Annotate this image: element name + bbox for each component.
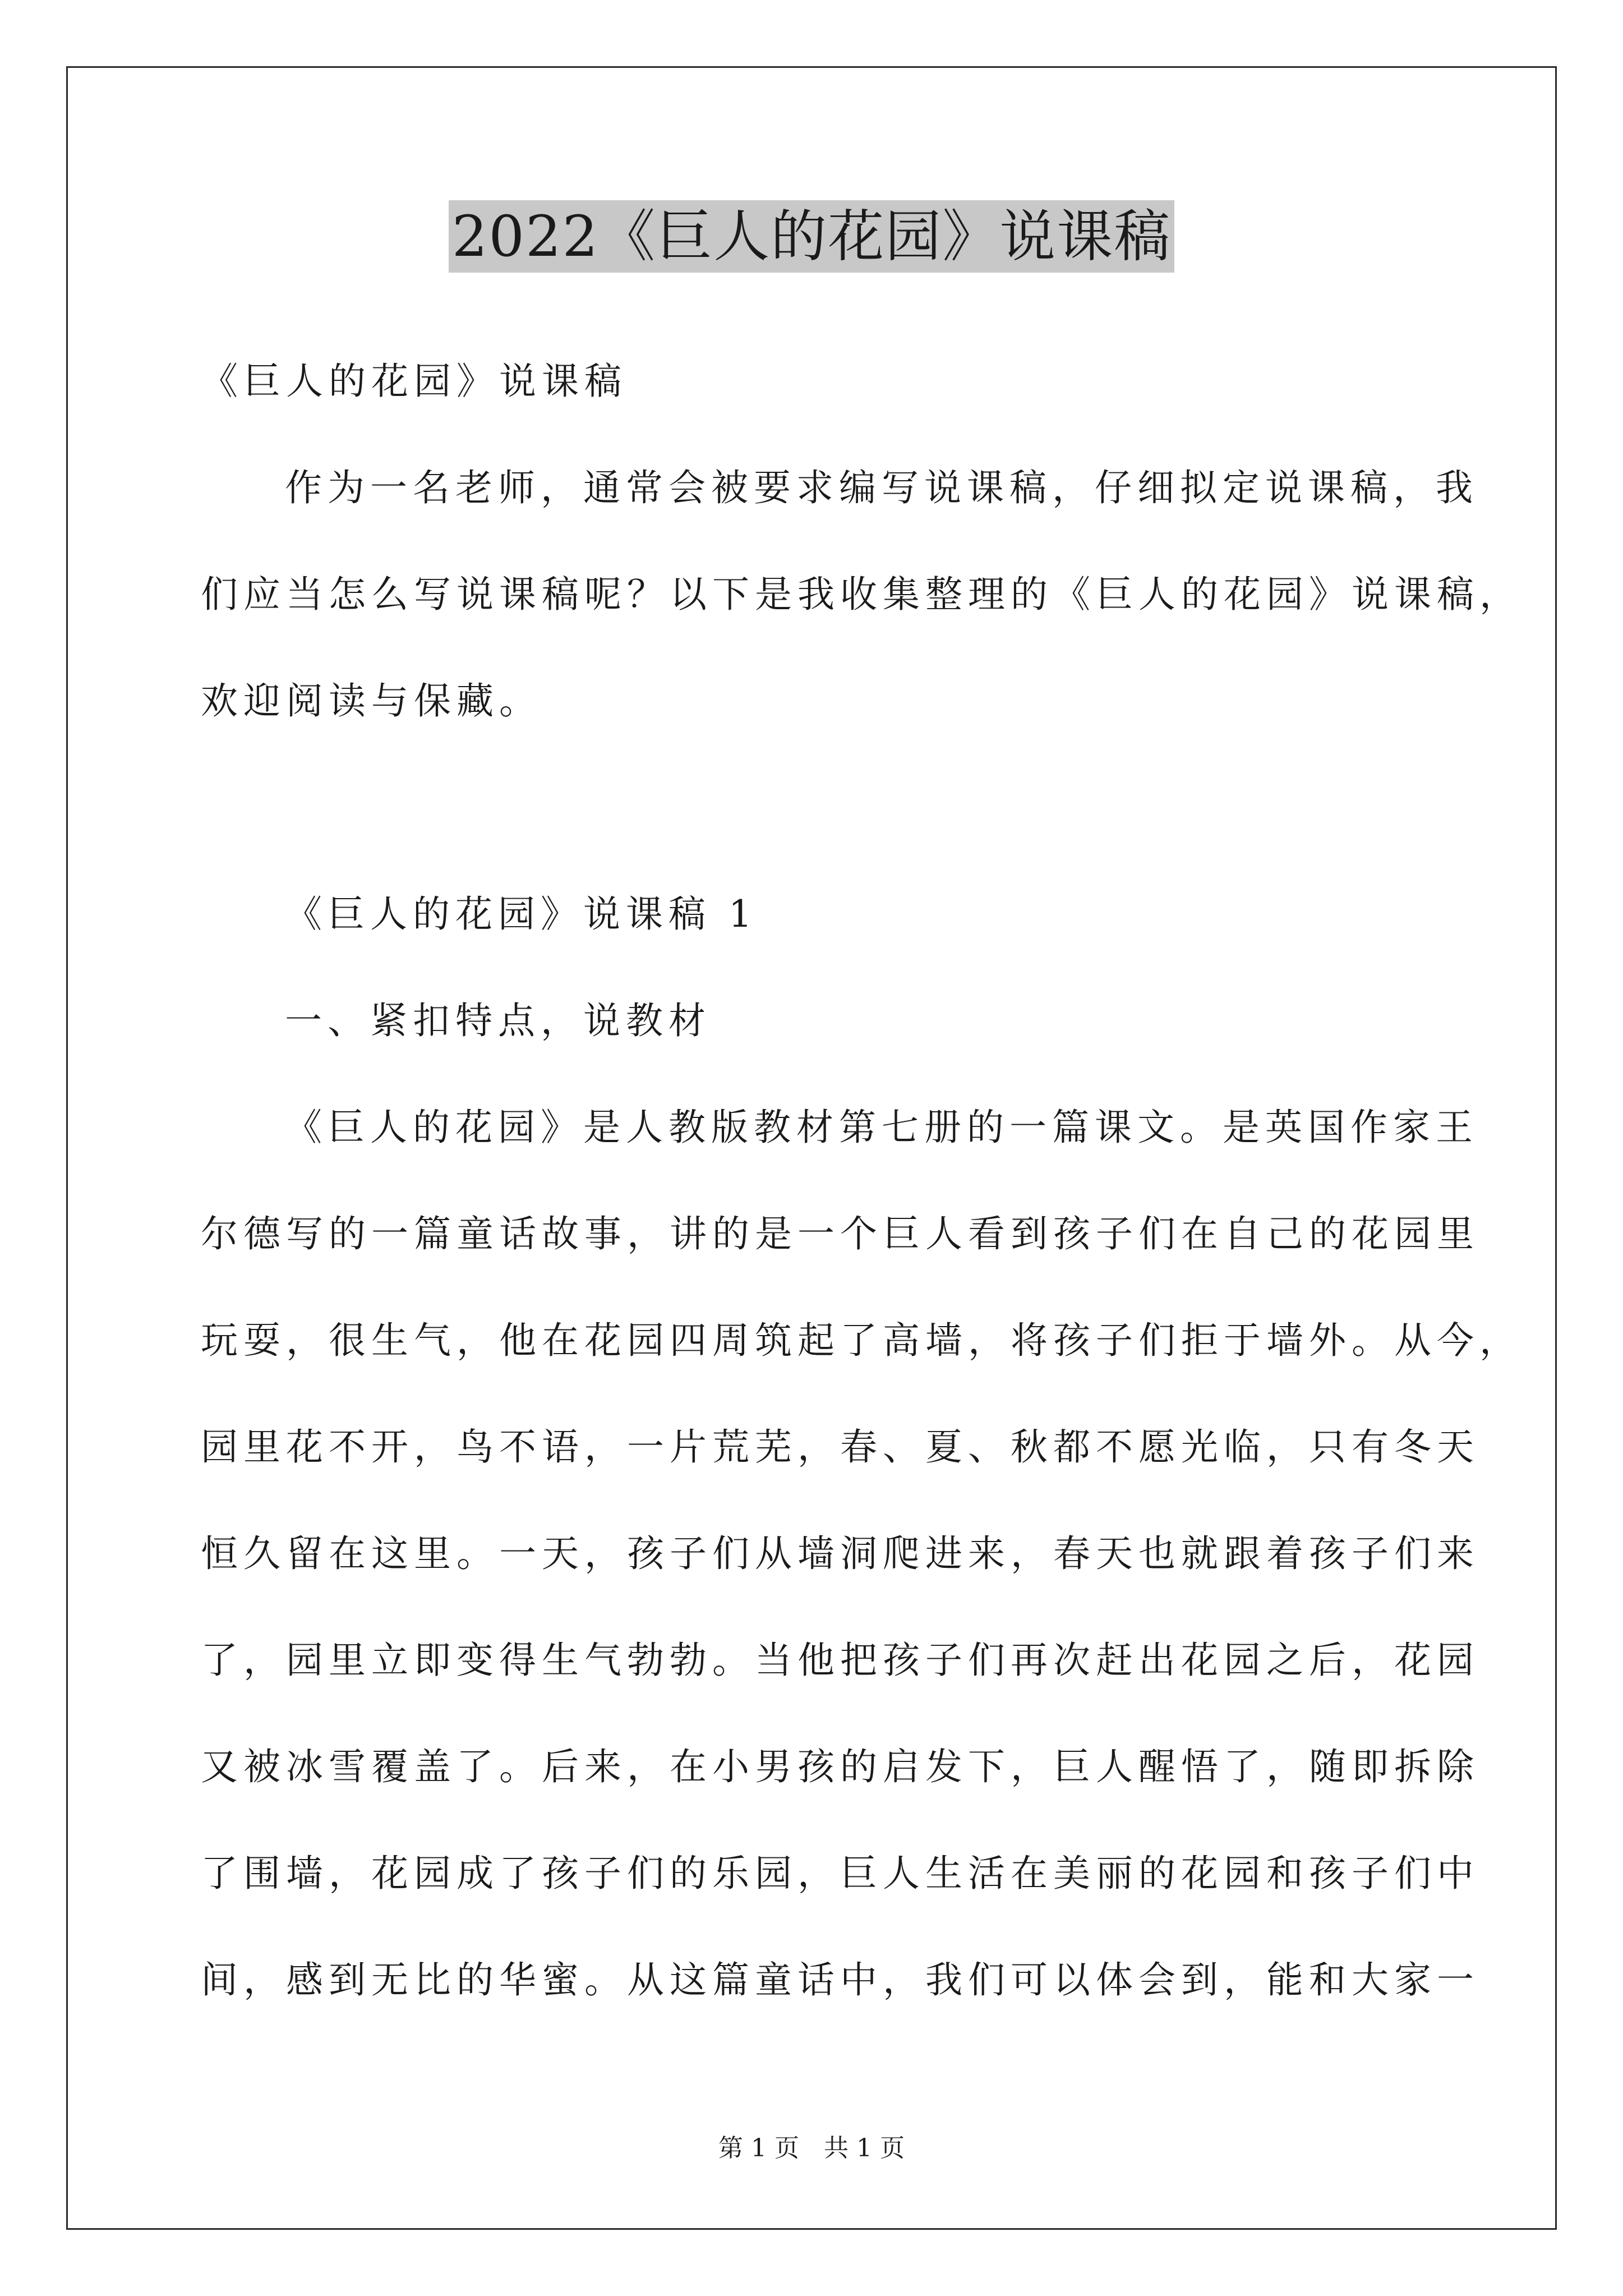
- body-line: 《巨人的花园》是人教版教材第七册的一篇课文。是英国作家王: [285, 1106, 1478, 1149]
- section-heading: 《巨人的花园》说课稿 1: [285, 892, 758, 936]
- document-title: [0, 197, 1623, 276]
- document-title-text: 2022《巨人的花园》说课稿: [449, 200, 1175, 273]
- subsection-heading: 一、紧扣特点，说教材: [285, 999, 711, 1042]
- intro-line: 欢迎阅读与保藏。: [201, 679, 542, 723]
- body-line: 了，园里立即变得生气勃勃。当他把孩子们再次赶出花园之后，花园: [201, 1639, 1479, 1682]
- intro-line: 们应当怎么写说课稿呢？以下是我收集整理的《巨人的花园》说课稿，: [201, 573, 1522, 616]
- body-line: 园里花不开，鸟不语，一片荒芜，春、夏、秋都不愿光临，只有冬天: [201, 1425, 1479, 1469]
- body-line: 玩耍，很生气，他在花园四周筑起了高墙，将孩子们拒于墙外。从今，: [201, 1319, 1522, 1362]
- intro-paragraph: [201, 435, 1522, 754]
- body-line: 恒久留在这里。一天，孩子们从墙洞爬进来，春天也就跟着孩子们来: [201, 1532, 1479, 1575]
- body-line: 了围墙，花园成了孩子们的乐园，巨人生活在美丽的花园和孩子们中: [201, 1852, 1479, 1895]
- page-footer: 第 1 页 共 1 页: [718, 2134, 905, 2162]
- body-paragraph: [201, 1074, 1522, 2033]
- subtitle: 《巨人的花园》说课稿: [201, 360, 627, 403]
- body-line: 又被冰雪覆盖了。后来，在小男孩的启发下，巨人醒悟了，随即拆除: [201, 1745, 1479, 1788]
- intro-line: 作为一名老师，通常会被要求编写说课稿，仔细拟定说课稿，我: [285, 466, 1478, 509]
- body-line: 尔德写的一篇童话故事，讲的是一个巨人看到孩子们在自己的花园里: [201, 1212, 1479, 1255]
- body-line: 间，感到无比的华蜜。从这篇童话中，我们可以体会到，能和大家一: [201, 1958, 1479, 2001]
